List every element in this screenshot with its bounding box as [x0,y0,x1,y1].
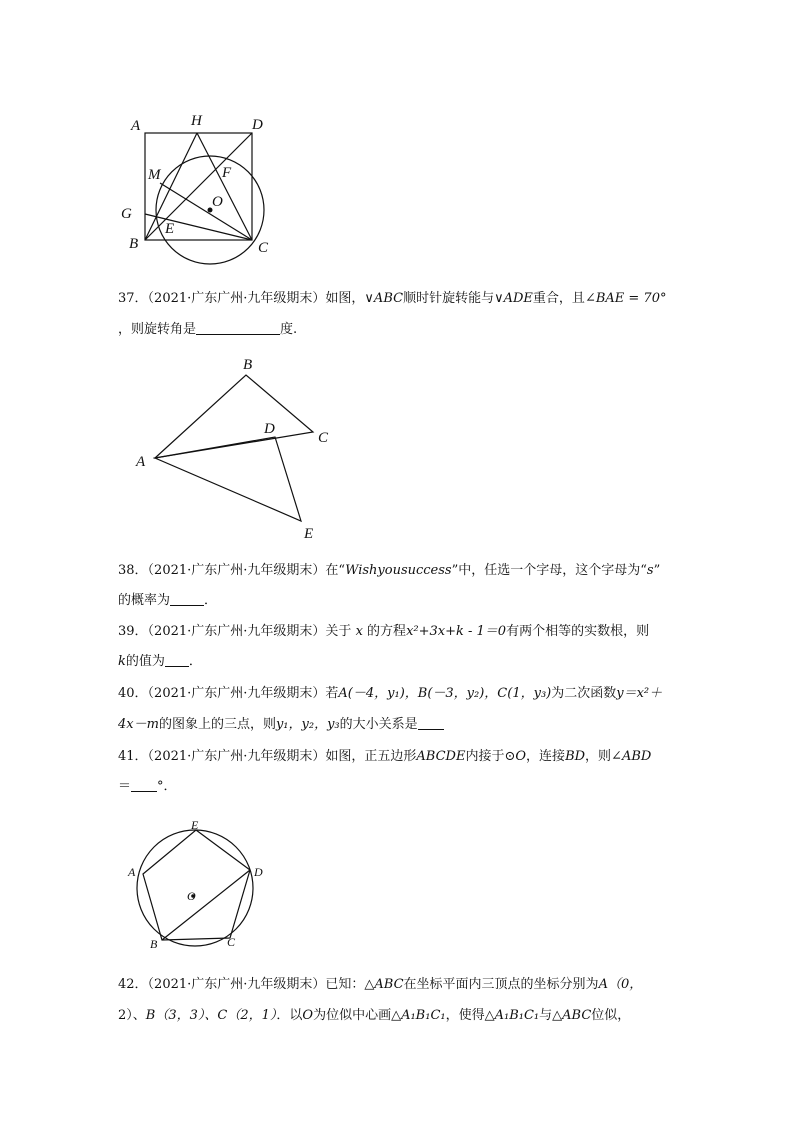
question-number: 41． [118,749,148,764]
text: 若 [325,686,339,701]
q42-line1 [118,977,642,993]
label-D: D [264,421,275,437]
label-C: C [258,240,269,256]
segment-bd: BD [565,749,586,764]
question-number: 37． [118,291,148,306]
text: 顺时针旋转能与 [403,291,495,306]
label-B: B [129,236,139,252]
label-B: B [243,357,253,373]
q40-line1 [118,686,662,702]
text: 2）、 [118,1008,146,1023]
text: 在“ [325,563,346,578]
q39-line1 [118,624,649,640]
label-O: O [212,194,223,210]
text: 位似， [591,1008,631,1023]
text: ” [653,563,661,578]
text: 的大小关系是 [339,717,418,732]
angle-bae: ∠BAE = 70° [584,291,667,306]
q38-line2 [118,593,217,609]
q41-line2 [118,779,177,795]
text: ． [204,593,218,608]
label-M: M [148,167,161,183]
text: 的方程 [367,624,407,639]
text: 度. [280,322,298,337]
text: 有两个相等的实数根，则 [506,624,650,639]
triangle-ade: ∨ADE [494,291,533,306]
triangle-abc: ABC [562,1008,592,1023]
label-G: G [121,206,132,222]
question-source: （2021·广东广州·九年级期末） [147,686,326,701]
text: ，连接 [526,749,566,764]
q40-line2 [118,717,444,733]
label-E: E [304,526,314,542]
label-A: A [131,118,141,134]
q39-line2 [118,654,202,670]
label-F: F [222,165,232,181]
question-source: （2021·广东广州·九年级期末） [147,624,326,639]
point-b: B（3，3）、 [145,1008,218,1023]
text: 的概率为 [118,593,171,608]
triangle-abc: ABC [374,977,404,992]
question-number: 42． [118,977,148,992]
point-a: A（0， [598,977,643,992]
question-source: （2021·广东广州·九年级期末） [147,977,326,992]
square-circle-figure [110,105,290,275]
triangle-a1b1c1: A₁B₁C₁ [494,1008,540,1023]
answer-blank[interactable] [196,322,280,335]
point-c: C（2，1） [217,1008,277,1023]
q37-line2 [118,322,297,338]
text: 为二次函数 [551,686,617,701]
text: ． [188,654,202,669]
text: 在坐标平面内三顶点的坐标分别为 [403,977,599,992]
answer-blank[interactable] [170,593,204,606]
text: 的图象上的三点，则 [158,717,276,732]
label-D: D [252,117,263,133]
label-H: H [191,113,202,129]
answer-blank[interactable] [418,717,444,730]
answer-blank[interactable] [165,654,189,667]
y-values: y₁，y₂，y₃ [275,717,340,732]
text: 已知：△ [325,977,375,992]
variable-x: x [355,624,363,639]
label-E: E [191,818,199,832]
question-number: 39． [118,624,148,639]
label-O: O [187,889,196,903]
question-number: 38． [118,563,148,578]
angle-abd: ABD [621,749,652,764]
equation: x²+3x+k - 1＝0 [406,624,507,639]
text: 为位似中心画△ [313,1008,402,1023]
label-A: A [128,865,136,879]
text: 如图， [325,291,365,306]
label-D: D [254,865,263,879]
function: y＝x²＋ [616,686,663,701]
rotation-triangles-figure [130,350,340,545]
text: °． [157,779,177,794]
q38-line1 [118,563,660,579]
text: 的值为 [125,654,165,669]
question-number: 40． [118,686,148,701]
text: ，使得△ [445,1008,495,1023]
triangle-a1b1c1: A₁B₁C₁ [401,1008,446,1023]
triangle-abc: ∨ABC [364,291,404,306]
points: A(－4，y₁)，B(－3，y₂)，C(1，y₃) [338,686,552,701]
answer-blank[interactable] [131,779,157,792]
pentagon-circle-figure [120,815,270,955]
label-B: B [150,937,158,951]
letter: s [646,563,654,578]
polygon-name: ABCDE [416,749,466,764]
question-source: （2021·广东广州·九年级期末） [147,749,326,764]
text: 内接于⊙ [465,749,516,764]
question-source: （2021·广东广州·九年级期末） [147,291,326,306]
circle-name: O [515,749,527,764]
function: 4x－m [118,717,159,732]
label-C: C [318,430,329,446]
text: 重合，且 [532,291,585,306]
text: 与△ [539,1008,563,1023]
q37-line1 [118,291,666,307]
text: 如图，正五边形 [325,749,417,764]
text: ＝ [118,779,132,794]
text: ．以 [276,1008,303,1023]
center-o: O [302,1008,314,1023]
q42-line2 [118,1008,630,1024]
label-A: A [136,454,146,470]
text: ，则∠ [585,749,622,764]
text: 关于 [325,624,352,639]
label-E: E [165,221,175,237]
variable-k: k [118,654,126,669]
phrase: Wishyousuccess [345,563,452,578]
label-C: C [227,935,236,949]
q41-line1 [118,749,651,765]
text: ”中，任选一个字母，这个字母为“ [451,563,647,578]
question-source: （2021·广东广州·九年级期末） [147,563,326,578]
text: ，则旋转角是 [118,322,197,337]
